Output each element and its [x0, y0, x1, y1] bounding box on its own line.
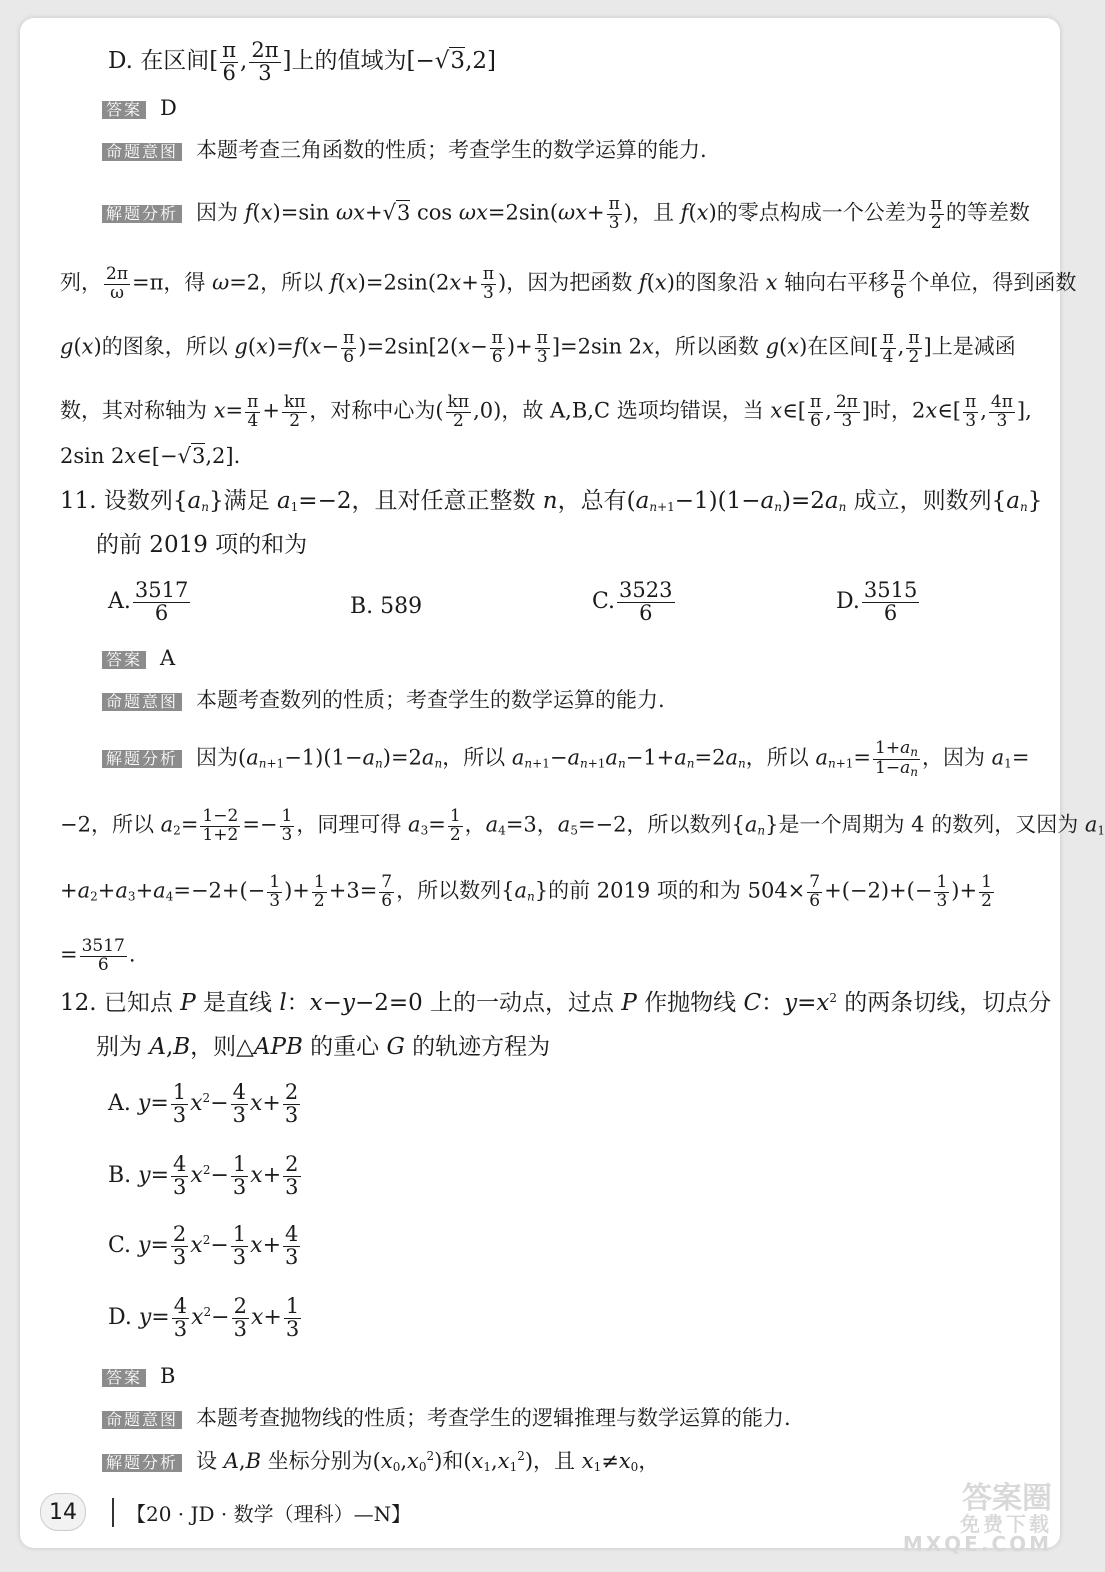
q11-analysis-line1: 解题分析 因为$(a_{n+1}-1)(1-a_n)=2a_n$，所以 $a_{n+1}-a_{n+1}a_n-1+a_n=2a_n$，所以 $a_{n+1}=$ $\frac{1+a_n}{1-a_n}$ ，因为 $a_1=$ [102, 740, 1060, 778]
q11-option-c: C. $\frac{3523}{6}$ [592, 578, 673, 625]
document-page [20, 18, 1105, 1548]
q12-stem-line2: 别为 A,B，则△APB 的重心 G 的轨迹方程为 [96, 1034, 551, 1060]
intent-label: 命题意图 [102, 693, 182, 711]
page-number: 14 [40, 1493, 86, 1531]
intent-label: 命题意图 [102, 1411, 182, 1429]
page-footer [40, 1490, 411, 1534]
q11-analysis-line3: $+a_2+a_3+a_4=-2+(-$ $\frac{1}{3}$ )+ $\frac{1}{2}$ +3= $\frac{7}{6}$ ，所以数列$\{a_n\}$的前 2019 项的和为 504× $\frac{7}{6}$ +(−2)+(− $\frac{1}{3}$ )+ $\frac{1}{2}$ [60, 872, 992, 911]
analysis-label: 解题分析 [102, 205, 182, 223]
q11-option-d: D. $\frac{3515}{6}$ [836, 578, 918, 625]
q12-intent: 命题意图 本题考查抛物线的性质；考查学生的逻辑推理与数学运算的能力. [102, 1408, 1060, 1429]
watermark-logo: 答案圈 免费下载 MXQE.COM [902, 1481, 1052, 1556]
q12-option-c: C. y= $\frac{2}{3}$ $x^2-$ $\frac{1}{3}$ x+ $\frac{4}{3}$ [108, 1222, 299, 1269]
q11-analysis-line4: = $\frac{3517}{6}$ . [60, 936, 136, 975]
footer-code: 【20 · JD · 数学（理科）—N】 [112, 1498, 411, 1527]
q10-analysis-line3: g(x)的图象，所以 g(x)=f(x− $\frac{\pi}{6}$ )=2sin[2(x− $\frac{\pi}{6}$ )+ $\frac{\pi}{3}$ ]=2sin 2x，所以函数 g(x)在区间[ $\frac{\pi}{4}$ , $\frac{\pi}{2}$ ]上是减函 [60, 328, 1016, 367]
q10-answer: 答案 D [102, 98, 1060, 119]
q11-answer: 答案 A [102, 648, 1060, 669]
q11-analysis-line2: −2，所以 $a_2=$ $\frac{1-2}{1+2}$ =− $\frac{1}{3}$ ，同理可得 $a_3=$ $\frac{1}{2}$ ，$a_4=3$，$a_5=-2$，所以数列$\{a_n\}$是一个周期为 4 的数列，又因为 $a_1$ [60, 806, 1105, 845]
q12-stem-line1: 12. 已知点 P 是直线 l：x−y−2=0 上的一动点，过点 P 作抛物线 C：$y=x^2$ 的两条切线，切点分 [60, 990, 1052, 1016]
q11-stem-line2: 的前 2019 项的和为 [96, 532, 308, 558]
q10-option-d: D. 在区间[ $\frac{\pi}{6}$ , $\frac{2\pi}{3}$ ]上的值域为[−√3,2] [108, 38, 496, 85]
q12-option-a: A. y= $\frac{1}{3}$ $x^2-$ $\frac{4}{3}$ x+ $\frac{2}{3}$ [108, 1080, 299, 1127]
answer-label: 答案 [102, 1369, 146, 1387]
q11-stem-line1: 11. 设数列$\{a_n\}$满足 $a_1=-2$，且对任意正整数 n，总有$(a_{n+1}-1)(1-a_n)=2a_n$ 成立，则数列$\{a_n\}$ [60, 488, 1043, 514]
q10-analysis-line4: 数，其对称轴为 x= $\frac{\pi}{4}$ + $\frac{k\pi}{2}$ ，对称中心为( $\frac{k\pi}{2}$ ,0)，故 A,B,C 选项均错误，当 x∈[ $\frac{\pi}{6}$ , $\frac{2\pi}{3}$ ]时，2x∈[ $\frac{\pi}{3}$ , $\frac{4\pi}{3}$ ], [60, 392, 1032, 431]
q10-intent: 命题意图 本题考查三角函数的性质；考查学生的数学运算的能力. [102, 140, 1060, 161]
q12-option-d: D. y= $\frac{4}{3}$ $x^2-$ $\frac{2}{3}$ x+ $\frac{1}{3}$ [108, 1294, 300, 1341]
intent-label: 命题意图 [102, 143, 182, 161]
q11-option-a: A. $\frac{3517}{6}$ [108, 578, 189, 625]
q10-analysis-line1: 解题分析 因为 f(x)=sin ωx+√3 cos ωx=2sin(ωx+ $\frac{\pi}{3}$ )，且 f(x)的零点构成一个公差为 $\frac{\pi}{2}$ 的等差数 [102, 196, 1060, 232]
q12-analysis-line1: 解题分析 设 A,B 坐标分别为$(x_0,x_0^2)$和$(x_1,x_1^2)$，且 $x_1\ne x_0$， [102, 1450, 1060, 1473]
analysis-label: 解题分析 [102, 750, 182, 768]
q11-option-b: B. 589 [350, 594, 423, 619]
q12-option-b: B. y= $\frac{4}{3}$ $x^2-$ $\frac{1}{3}$ x+ $\frac{2}{3}$ [108, 1152, 299, 1199]
analysis-label: 解题分析 [102, 1454, 182, 1472]
answer-label: 答案 [102, 651, 146, 669]
q10-analysis-line2: 列， $\frac{2\pi}{\omega}$ =π，得 ω=2，所以 f(x)=2sin(2x+ $\frac{\pi}{3}$ )，因为把函数 f(x)的图象沿 x 轴向右平移 $\frac{\pi}{6}$ 个单位，得到函数 [60, 264, 1077, 303]
answer-label: 答案 [102, 101, 146, 119]
q12-answer: 答案 B [102, 1366, 1060, 1387]
q10-analysis-line5: 2sin 2x∈[−√3,2]. [60, 444, 241, 468]
q11-intent: 命题意图 本题考查数列的性质；考查学生的数学运算的能力. [102, 690, 1060, 711]
